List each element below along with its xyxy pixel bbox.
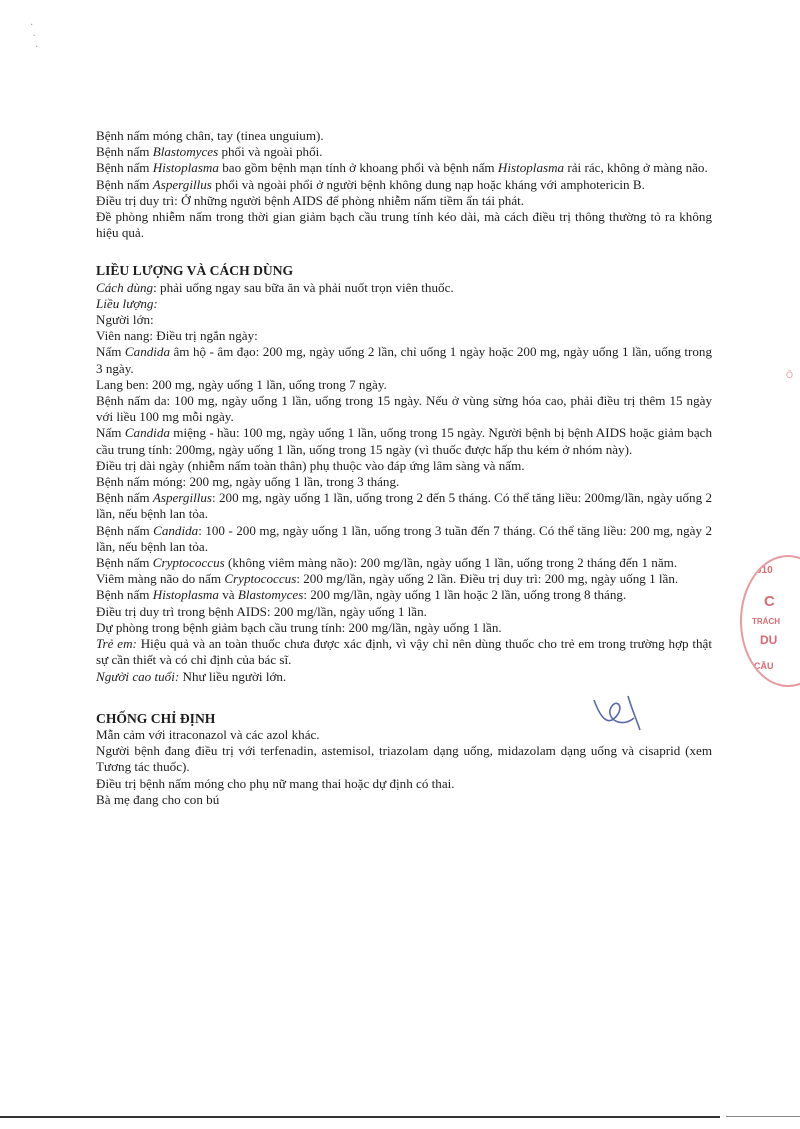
italic-term: Histoplasma [152, 160, 219, 176]
footer-rule [0, 1116, 720, 1118]
dosage-line: Người cao tuổi: Như liều người lớn. [96, 668, 287, 684]
dosage-line: Người lớn: [96, 312, 154, 328]
dosage-line: Bệnh nấm Aspergillus: 200 mg, ngày uống 1 lần, uống trong 2 đến 5 tháng. Có thể tăng liều: 200mg/lần, ngày uống 2 lần, nếu bệnh lan tỏa. [96, 490, 712, 522]
italic-term: Histoplasma [152, 587, 219, 603]
dosage-line: Điều trị duy trì trong bệnh AIDS: 200 mg/lần, ngày uống 1 lần. [96, 603, 427, 619]
italic-term: Liều lượng: [96, 295, 158, 311]
side-stamp-text: Ô [786, 370, 794, 380]
italic-term: Cách dùng [96, 279, 154, 295]
dosage-line: Dự phòng trong bệnh giảm bạch cầu trung tính: 200 mg/lần, ngày uống 1 lần. [96, 619, 502, 635]
indication-line: Bệnh nấm Aspergillus phổi và ngoài phổi ở người bệnh không dung nạp hoặc kháng với amphotericin B. [96, 176, 645, 192]
italic-term: Candida [153, 522, 199, 538]
italic-term: Candida [124, 344, 171, 360]
handwritten-mark [588, 692, 648, 734]
indication-line: Điều trị duy trì: Ở những người bệnh AIDS để phòng nhiễm nấm tiềm ẩn tái phát. [96, 192, 525, 208]
indication-line: Bệnh nấm Histoplasma bao gồm bệnh mạn tính ở khoang phổi và bệnh nấm Histoplasma rải rác, không ở màng não. [96, 160, 708, 176]
italic-term: Candida [124, 425, 170, 441]
contraindication-line: Điều trị bệnh nấm móng cho phụ nữ mang thai hoặc dự định có thai. [96, 775, 455, 791]
official-stamp [740, 555, 800, 687]
italic-term: Histoplasma [497, 160, 565, 176]
dosage-line: Nấm Candida miệng - hầu: 100 mg, ngày uống 1 lần, uống trong 15 ngày. Người bệnh bị bệnh AIDS hoặc giảm bạch cầu trung tính: 200mg, ngày uống 1 lần, uống trong 15 ngày (vì thuốc được hấp thu kém ở nhóm này). [96, 425, 713, 457]
contraindications-heading: CHỐNG CHỈ ĐỊNH [96, 710, 216, 726]
italic-term: Aspergillus [152, 490, 213, 506]
stamp-text-line2: DU [760, 633, 778, 647]
indication-line: Bệnh nấm Blastomyces phổi và ngoài phổi. [96, 144, 323, 160]
contraindication-line: Người bệnh đang điều trị với terfenadin, astemisol, triazolam dạng uống, midazolam dạng uống và cisaprid (xem Tương tác thuốc). [96, 743, 712, 775]
contraindication-line: Bà mẹ đang cho con bú [96, 791, 220, 807]
dosage-line: Nấm Candida âm hộ - âm đạo: 200 mg, ngày uống 2 lần, chỉ uống 1 ngày hoặc 200 mg, ngày uống 1 lần, uống trong 3 ngày. [96, 344, 712, 376]
indication-line: Bệnh nấm móng chân, tay (tinea unguium). [96, 128, 324, 143]
italic-term: Trẻ em: [96, 636, 137, 652]
dosage-line: Viên nang: Điều trị ngắn ngày: [96, 328, 258, 344]
italic-term: Cryptococcus [152, 555, 225, 571]
stamp-text-mid: C [764, 593, 775, 610]
dosage-line: Điều trị dài ngày (nhiễm nấm toàn thân) phụ thuộc vào đáp ứng lâm sàng và nấm. [96, 457, 525, 473]
contraindications-section [96, 727, 712, 808]
dosage-line: Cách dùng: phải uống ngay sau bữa ăn và phải nuốt trọn viên thuốc. [96, 279, 454, 295]
dosage-line: Viêm màng não do nấm Cryptococcus: 200 mg/lần, ngày uống 2 lần. Điều trị duy trì: 200 mg, ngày uống 1 lần. [96, 571, 679, 587]
dosage-section [96, 280, 712, 685]
indications-list [96, 128, 712, 241]
italic-term: Blastomyces [152, 144, 219, 160]
italic-term: Aspergillus [152, 176, 212, 192]
stamp-text-bottom: CẦU [754, 661, 774, 671]
contraindication-line: Mẫn cảm với itraconazol và các azol khác. [96, 726, 320, 742]
indication-line: Đề phòng nhiễm nấm trong thời gian giảm bạch cầu trung tính kéo dài, mà cách điều trị thông thường tỏ ra không hiệu quả. [96, 209, 712, 241]
italic-term: Blastomyces [237, 587, 304, 603]
margin-marks: · · · [30, 20, 39, 53]
dosage-line: Bệnh nấm Candida: 100 - 200 mg, ngày uống 1 lần, uống trong 3 tuần đến 7 tháng. Có thể tăng liều: 200 mg, ngày 2 lần, nếu bệnh lan tỏa. [96, 522, 713, 554]
italic-term: Cryptococcus [224, 571, 297, 587]
dosage-line [96, 296, 712, 312]
dosage-line: Trẻ em: Hiệu quả và an toàn thuốc chưa được xác định, vì vậy chỉ nên dùng thuốc cho trẻ em trong trường hợp thật sự cần thiết và có chỉ định của bác sĩ. [96, 636, 712, 668]
italic-term: Người cao tuổi: [96, 668, 180, 684]
dosage-line: Bệnh nấm da: 100 mg, ngày uống 1 lần, uống trong 15 ngày. Nếu ở vùng sừng hóa cao, phải điều trị thêm 15 ngày với liều 100 mg mỗi ngày. [96, 393, 712, 425]
dosage-line: Bệnh nấm Cryptococcus (không viêm màng não): 200 mg/lần, ngày uống 1 lần, uống trong 2 tháng đến 1 năm. [96, 555, 678, 571]
stamp-text-top: 010 [756, 565, 773, 576]
dosage-line: Bệnh nấm Histoplasma và Blastomyces: 200 mg/lần, ngày uống 1 lần hoặc 2 lần, uống trong 8 tháng. [96, 587, 627, 603]
stamp-text-line1: TRÁCH [752, 617, 780, 626]
dosage-heading: LIỀU LƯỢNG VÀ CÁCH DÙNG [96, 263, 294, 279]
side-stamp-mark [786, 370, 800, 414]
footer-rule-right [726, 1116, 800, 1117]
dosage-line: Bệnh nấm móng: 200 mg, ngày uống 1 lần, trong 3 tháng. [96, 474, 400, 490]
dosage-line: Lang ben: 200 mg, ngày uống 1 lần, uống trong 7 ngày. [96, 376, 387, 392]
